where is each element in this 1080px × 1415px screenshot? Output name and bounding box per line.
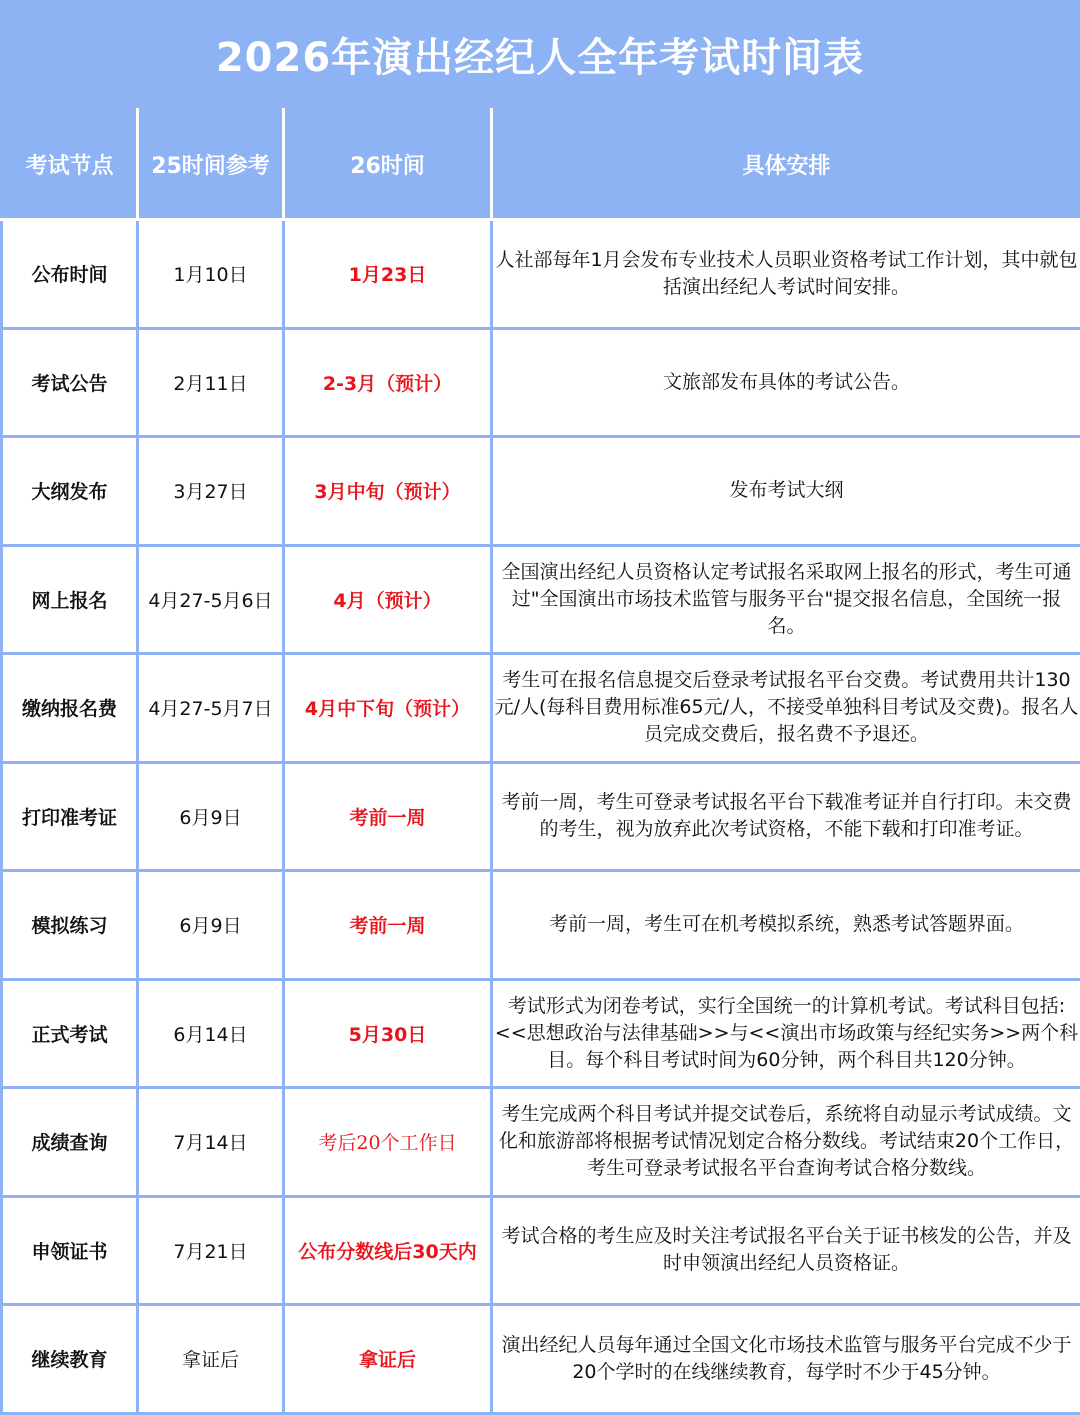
reference-2025-cell: 7月21日 xyxy=(138,1196,284,1305)
reference-2025-cell: 6月9日 xyxy=(138,762,284,871)
reference-2025-cell: 6月14日 xyxy=(138,979,284,1088)
page-title: 2026年演出经纪人全年考试时间表 xyxy=(0,0,1080,108)
table-row xyxy=(2,220,1080,329)
exam-node-cell: 成绩查询 xyxy=(2,1088,138,1197)
table-row xyxy=(2,1305,1080,1414)
date-2026-cell: 拿证后 xyxy=(284,1305,492,1414)
table-row xyxy=(2,1088,1080,1197)
reference-2025-cell: 4月27-5月6日 xyxy=(138,545,284,654)
reference-2025-cell: 1月10日 xyxy=(138,220,284,329)
header-2026-date: 26时间 xyxy=(284,110,492,220)
header-2025-reference: 25时间参考 xyxy=(138,110,284,220)
date-2026-cell: 4月（预计） xyxy=(284,545,492,654)
reference-2025-cell: 6月9日 xyxy=(138,871,284,980)
table-row xyxy=(2,1196,1080,1305)
date-2026-cell: 考前一周 xyxy=(284,762,492,871)
date-2026-cell: 考前一周 xyxy=(284,871,492,980)
detail-cell: 文旅部发布具体的考试公告。 xyxy=(492,328,1080,437)
reference-2025-cell: 2月11日 xyxy=(138,328,284,437)
table-row xyxy=(2,654,1080,763)
detail-cell: 考前一周，考生可在机考模拟系统，熟悉考试答题界面。 xyxy=(492,871,1080,980)
table-row xyxy=(2,871,1080,980)
date-2026-cell: 5月30日 xyxy=(284,979,492,1088)
exam-node-cell: 申领证书 xyxy=(2,1196,138,1305)
exam-node-cell: 缴纳报名费 xyxy=(2,654,138,763)
table-row xyxy=(2,545,1080,654)
detail-cell: 考生完成两个科目考试并提交试卷后，系统将自动显示考试成绩。文化和旅游部将根据考试情况划定合格分数线。考试结束20个工作日，考生可登录考试报名平台查询考试合格分数线。 xyxy=(492,1088,1080,1197)
date-2026-cell: 2-3月（预计） xyxy=(284,328,492,437)
detail-cell: 考试形式为闭卷考试，实行全国统一的计算机考试。考试科目包括:<<思想政治与法律基础>>与<<演出市场政策与经纪实务>>两个科目。每个科目考试时间为60分钟，两个科目共120分钟。 xyxy=(492,979,1080,1088)
detail-cell: 考生可在报名信息提交后登录考试报名平台交费。考试费用共计130元/人(每科目费用标准65元/人，不接受单独科目考试及交费)。报名人员完成交费后，报名费不予退还。 xyxy=(492,654,1080,763)
detail-cell: 发布考试大纲 xyxy=(492,437,1080,546)
exam-node-cell: 继续教育 xyxy=(2,1305,138,1414)
reference-2025-cell: 3月27日 xyxy=(138,437,284,546)
exam-node-cell: 网上报名 xyxy=(2,545,138,654)
exam-node-cell: 打印准考证 xyxy=(2,762,138,871)
header-exam-node: 考试节点 xyxy=(2,110,138,220)
exam-node-cell: 大纲发布 xyxy=(2,437,138,546)
table-row xyxy=(2,437,1080,546)
table-row xyxy=(2,762,1080,871)
detail-cell: 演出经纪人员每年通过全国文化市场技术监管与服务平台完成不少于20个学时的在线继续教育，每学时不少于45分钟。 xyxy=(492,1305,1080,1414)
header-details: 具体安排 xyxy=(492,110,1080,220)
detail-cell: 全国演出经纪人员资格认定考试报名采取网上报名的形式，考生可通过"全国演出市场技术监管与服务平台"提交报名信息，全国统一报名。 xyxy=(492,545,1080,654)
date-2026-cell: 考后20个工作日 xyxy=(284,1088,492,1197)
table-row xyxy=(2,328,1080,437)
date-2026-cell: 1月23日 xyxy=(284,220,492,329)
exam-node-cell: 模拟练习 xyxy=(2,871,138,980)
table-header-row xyxy=(2,110,1080,220)
detail-cell: 考试合格的考生应及时关注考试报名平台关于证书核发的公告，并及时申领演出经纪人员资格证。 xyxy=(492,1196,1080,1305)
reference-2025-cell: 7月14日 xyxy=(138,1088,284,1197)
reference-2025-cell: 4月27-5月7日 xyxy=(138,654,284,763)
detail-cell: 人社部每年1月会发布专业技术人员职业资格考试工作计划，其中就包括演出经纪人考试时间安排。 xyxy=(492,220,1080,329)
date-2026-cell: 3月中旬（预计） xyxy=(284,437,492,546)
exam-schedule-table xyxy=(0,108,1080,1415)
detail-cell: 考前一周，考生可登录考试报名平台下载准考证并自行打印。未交费的考生，视为放弃此次考试资格，不能下载和打印准考证。 xyxy=(492,762,1080,871)
date-2026-cell: 公布分数线后30天内 xyxy=(284,1196,492,1305)
date-2026-cell: 4月中下旬（预计） xyxy=(284,654,492,763)
exam-node-cell: 考试公告 xyxy=(2,328,138,437)
exam-node-cell: 公布时间 xyxy=(2,220,138,329)
table-row xyxy=(2,979,1080,1088)
reference-2025-cell: 拿证后 xyxy=(138,1305,284,1414)
exam-node-cell: 正式考试 xyxy=(2,979,138,1088)
